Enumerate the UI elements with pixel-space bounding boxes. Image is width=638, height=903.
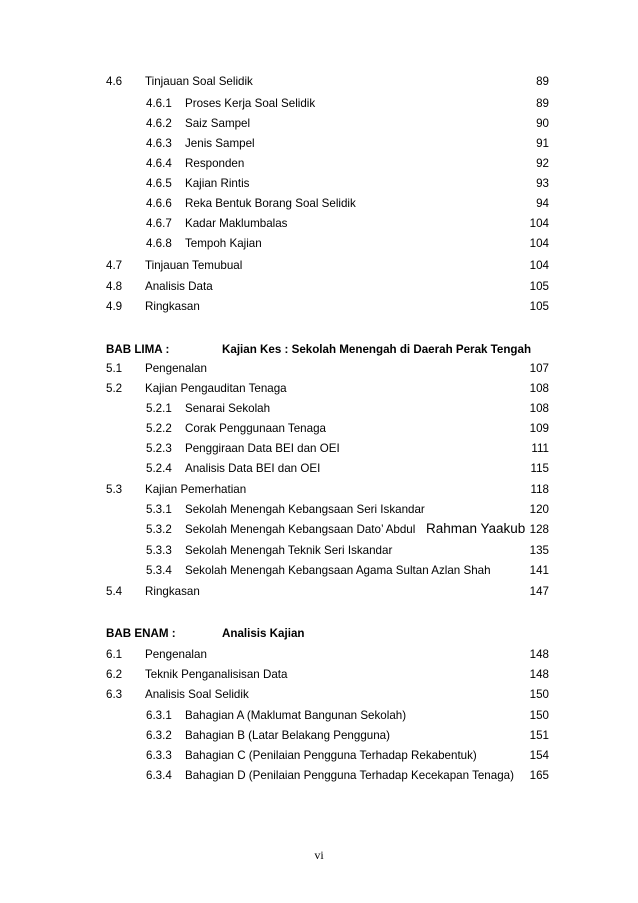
toc-entry xyxy=(0,706,638,726)
page-ref: 109 xyxy=(529,422,549,435)
toc-entry xyxy=(0,174,638,194)
subsection-number: 4.6.8 xyxy=(146,237,172,250)
subsection-title: Responden xyxy=(185,157,245,170)
section-title: Ringkasan xyxy=(145,585,200,598)
chapter-label: BAB LIMA : xyxy=(106,343,170,356)
toc-entry xyxy=(0,746,638,766)
page-ref: 104 xyxy=(529,237,549,250)
toc-entry xyxy=(0,134,638,154)
section-title: Teknik Penganalisisan Data xyxy=(145,668,288,681)
page-ref: 105 xyxy=(529,280,549,293)
subsection-number: 4.6.2 xyxy=(146,117,172,130)
toc-entry xyxy=(0,234,638,254)
subsection-number: 4.6.1 xyxy=(146,97,172,110)
subsection-title: Sekolah Menengah Kebangsaan Seri Iskandar xyxy=(185,503,425,516)
toc-entry xyxy=(0,256,638,276)
section-title: Kajian Pemerhatian xyxy=(145,483,247,496)
toc-entry xyxy=(0,297,638,317)
chapter-title: Kajian Kes : Sekolah Menengah di Daerah Perak Tengah xyxy=(222,343,532,356)
section-number: 6.1 xyxy=(106,648,123,661)
page-ref: 90 xyxy=(536,117,549,130)
subsection-number: 5.3.4 xyxy=(146,564,172,577)
page-ref: 128 xyxy=(529,523,549,536)
toc-entry xyxy=(0,541,638,561)
subsection-title: Jenis Sampel xyxy=(185,137,255,150)
subsection-number: 4.6.4 xyxy=(146,157,172,170)
page-ref: 92 xyxy=(536,157,549,170)
section-title: Analisis Data xyxy=(145,280,213,293)
toc-entry xyxy=(0,459,638,479)
subsection-title: Sekolah Menengah Kebangsaan Agama Sultan Azlan Shah xyxy=(185,564,491,577)
page-ref: 135 xyxy=(529,544,549,557)
section-number: 6.2 xyxy=(106,668,123,681)
section-number: 4.6 xyxy=(106,75,123,88)
page-ref: 148 xyxy=(529,648,549,661)
page-ref: 89 xyxy=(536,97,549,110)
subsection-title: Penggiraan Data BEI dan OEI xyxy=(185,442,340,455)
section-number: 5.2 xyxy=(106,382,123,395)
subsection-number: 5.3.2 xyxy=(146,523,172,536)
page-number: vi xyxy=(314,848,324,862)
page-ref: 108 xyxy=(529,402,549,415)
section-number: 5.3 xyxy=(106,483,123,496)
toc-entry xyxy=(0,766,638,786)
page-ref: 141 xyxy=(529,564,549,577)
toc-entry xyxy=(0,480,638,500)
subsection-title: Sekolah Menengah Kebangsaan Dato’ Abdul xyxy=(185,523,416,536)
subsection-title: Senarai Sekolah xyxy=(185,402,271,415)
subsection-number: 5.2.2 xyxy=(146,422,172,435)
subsection-number: 4.6.7 xyxy=(146,217,172,230)
page-ref: 108 xyxy=(529,382,549,395)
section-title: Pengenalan xyxy=(145,648,207,661)
page-ref: 105 xyxy=(529,300,549,313)
toc-entry xyxy=(0,114,638,134)
toc-entry xyxy=(0,645,638,665)
subsection-number: 4.6.5 xyxy=(146,177,172,190)
page-ref: 150 xyxy=(529,688,549,701)
section-title: Tinjauan Soal Selidik xyxy=(145,75,253,88)
section-number: 5.4 xyxy=(106,585,123,598)
page-ref: 111 xyxy=(531,442,549,455)
subsection-title: Saiz Sampel xyxy=(185,117,251,130)
section-number: 4.9 xyxy=(106,300,123,313)
subsection-title: Bahagian D (Penilaian Pengguna Terhadap Kecekapan Tenaga) xyxy=(185,769,514,782)
toc-entry xyxy=(0,561,638,581)
toc-entry xyxy=(0,500,638,520)
subsection-title: Tempoh Kajian xyxy=(185,237,262,250)
section-number: 4.8 xyxy=(106,280,123,293)
toc-entry xyxy=(0,685,638,705)
section-number: 6.3 xyxy=(106,688,123,701)
subsection-number: 6.3.3 xyxy=(146,749,172,762)
toc-entry xyxy=(0,665,638,685)
subsection-title: Corak Penggunaan Tenaga xyxy=(185,422,326,435)
subsection-title: Bahagian A (Maklumat Bangunan Sekolah) xyxy=(185,709,407,722)
chapter-title: Analisis Kajian xyxy=(222,627,305,640)
subsection-number: 6.3.4 xyxy=(146,769,172,782)
toc-entry xyxy=(0,582,638,602)
page-ref: 151 xyxy=(529,729,549,742)
page-ref: 118 xyxy=(530,483,549,496)
subsection-number: 6.3.2 xyxy=(146,729,172,742)
subsection-title: Sekolah Menengah Teknik Seri Iskandar xyxy=(185,544,393,557)
toc-entry xyxy=(0,520,638,540)
subsection-title: Kadar Maklumbalas xyxy=(185,217,288,230)
page-ref: 120 xyxy=(529,503,549,516)
subsection-title: Analisis Data BEI dan OEI xyxy=(185,462,321,475)
toc-entry xyxy=(0,359,638,379)
page-ref: 104 xyxy=(529,259,549,272)
toc-entry xyxy=(0,439,638,459)
page-ref: 89 xyxy=(536,75,549,88)
subsection-title: Bahagian B (Latar Belakang Pengguna) xyxy=(185,729,390,742)
chapter-heading xyxy=(0,340,638,360)
subsection-number: 4.6.6 xyxy=(146,197,172,210)
toc-entry xyxy=(0,94,638,114)
subsection-title: Kajian Rintis xyxy=(185,177,250,190)
subsection-number: 5.3.1 xyxy=(146,503,172,516)
toc-entry xyxy=(0,154,638,174)
page-ref: 147 xyxy=(529,585,549,598)
subsection-title: Bahagian C (Penilaian Pengguna Terhadap Rekabentuk) xyxy=(185,749,477,762)
page-ref: 94 xyxy=(536,197,549,210)
subsection-title-continued: Rahman Yaakub xyxy=(426,521,526,536)
subsection-title: Reka Bentuk Borang Soal Selidik xyxy=(185,197,356,210)
subsection-number: 5.3.3 xyxy=(146,544,172,557)
toc-entry xyxy=(0,72,638,92)
section-number: 5.1 xyxy=(106,362,123,375)
page-ref: 93 xyxy=(536,177,549,190)
page-ref: 107 xyxy=(529,362,549,375)
toc-entry xyxy=(0,277,638,297)
page-ref: 91 xyxy=(536,137,549,150)
toc-entry xyxy=(0,194,638,214)
page-ref: 104 xyxy=(529,217,549,230)
toc-entry xyxy=(0,379,638,399)
section-title: Analisis Soal Selidik xyxy=(145,688,249,701)
section-title: Kajian Pengauditan Tenaga xyxy=(145,382,287,395)
subsection-number: 5.2.4 xyxy=(146,462,172,475)
subsection-number: 4.6.3 xyxy=(146,137,172,150)
toc-entry xyxy=(0,399,638,419)
page-ref: 150 xyxy=(529,709,549,722)
page-ref: 154 xyxy=(529,749,549,762)
subsection-title: Proses Kerja Soal Selidik xyxy=(185,97,316,110)
subsection-number: 6.3.1 xyxy=(146,709,172,722)
toc-entry xyxy=(0,726,638,746)
section-title: Tinjauan Temubual xyxy=(145,259,243,272)
page-ref: 165 xyxy=(529,769,549,782)
chapter-label: BAB ENAM : xyxy=(106,627,176,640)
toc-entry xyxy=(0,419,638,439)
page-ref: 148 xyxy=(529,668,549,681)
section-number: 4.7 xyxy=(106,259,123,272)
section-title: Pengenalan xyxy=(145,362,207,375)
chapter-heading xyxy=(0,624,638,644)
toc-entry xyxy=(0,214,638,234)
subsection-number: 5.2.1 xyxy=(146,402,172,415)
section-title: Ringkasan xyxy=(145,300,200,313)
page-ref: 115 xyxy=(530,462,549,475)
subsection-number: 5.2.3 xyxy=(146,442,172,455)
